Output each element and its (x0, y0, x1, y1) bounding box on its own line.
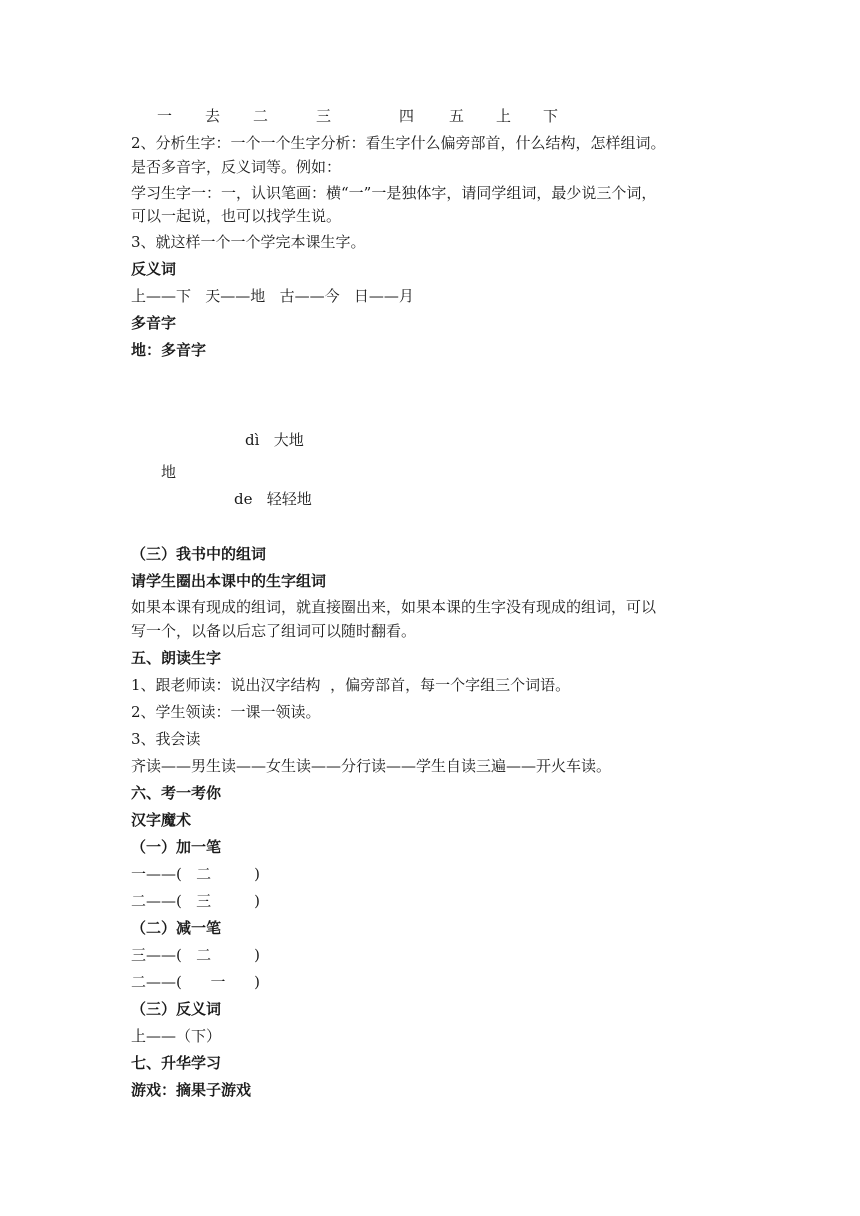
section5-item-2: 2、学生领读：一课一领读。 (131, 703, 321, 721)
antonym-pairs: 上——下 天——地 古——今 日——月 (131, 287, 414, 305)
learn-line-2: 可以一起说，也可以找学生说。 (131, 207, 342, 225)
game-line: 游戏：摘果子游戏 (131, 1081, 252, 1099)
header-char: 二 (253, 107, 269, 125)
section3-heading: （三）我书中的组词 (131, 545, 267, 563)
section5-item-3: 3、我会读 (131, 730, 201, 748)
section3-line-1: 如果本课有现成的组词，就直接圈出来，如果本课的生字没有现成的组词，可以 (131, 598, 657, 616)
learn-line-1: 学习生字一：一，认识笔画：横“一”一是独体字，请同学组词，最少说三个词， (131, 184, 657, 202)
add-stroke-item-1: 一——( 二 ) (131, 865, 260, 883)
header-characters-row (0, 106, 860, 126)
step2-line-2: 是否多音字，反义词等。例如： (131, 158, 342, 176)
step2-line-1: 2、分析生字：一个一个生字分析：看生字什么偏旁部首，什么结构，怎样组词。 (131, 134, 666, 152)
add-stroke-heading: （一）加一笔 (131, 838, 222, 856)
header-char: 去 (205, 107, 221, 125)
remove-stroke-item-2: 二——( 一 ) (131, 973, 260, 991)
di-heading: 地：多音字 (131, 341, 207, 359)
section5-item-1: 1、跟老师读：说出汉字结构 ，偏旁部首，每一个字组三个词语。 (131, 676, 571, 694)
section5-item-4: 齐读——男生读——女生读——分行读——学生自读三遍——开火车读。 (131, 757, 612, 775)
antonym-exercise-heading: （三）反义词 (131, 1000, 222, 1018)
header-char: 五 (449, 107, 465, 125)
di-reading-1: dì 大地 (245, 431, 304, 449)
header-char: 下 (543, 107, 559, 125)
header-char: 三 (316, 107, 332, 125)
header-char: 四 (399, 107, 415, 125)
antonym-exercise-item: 上——（下） (131, 1027, 222, 1045)
antonym-heading: 反义词 (131, 260, 177, 278)
remove-stroke-heading: （二）减一笔 (131, 919, 222, 937)
remove-stroke-item-1: 三——( 二 ) (131, 946, 260, 964)
section3-subheading: 请学生圈出本课中的生字组词 (131, 572, 327, 590)
section5-heading: 五、朗读生字 (131, 649, 222, 667)
section3-line-2: 写一个，以备以后忘了组词可以随时翻看。 (131, 622, 417, 640)
header-char: 上 (496, 107, 512, 125)
section7-heading: 七、升华学习 (131, 1054, 222, 1072)
header-char: 一 (157, 107, 173, 125)
magic-heading: 汉字魔术 (131, 811, 192, 829)
di-reading-2: de 轻轻地 (234, 490, 312, 508)
step3-line: 3、就这样一个一个学完本课生字。 (131, 233, 366, 251)
di-character: 地 (161, 463, 177, 481)
section6-heading: 六、考一考你 (131, 784, 222, 802)
polyphone-heading: 多音字 (131, 314, 177, 332)
add-stroke-item-2: 二——( 三 ) (131, 892, 260, 910)
